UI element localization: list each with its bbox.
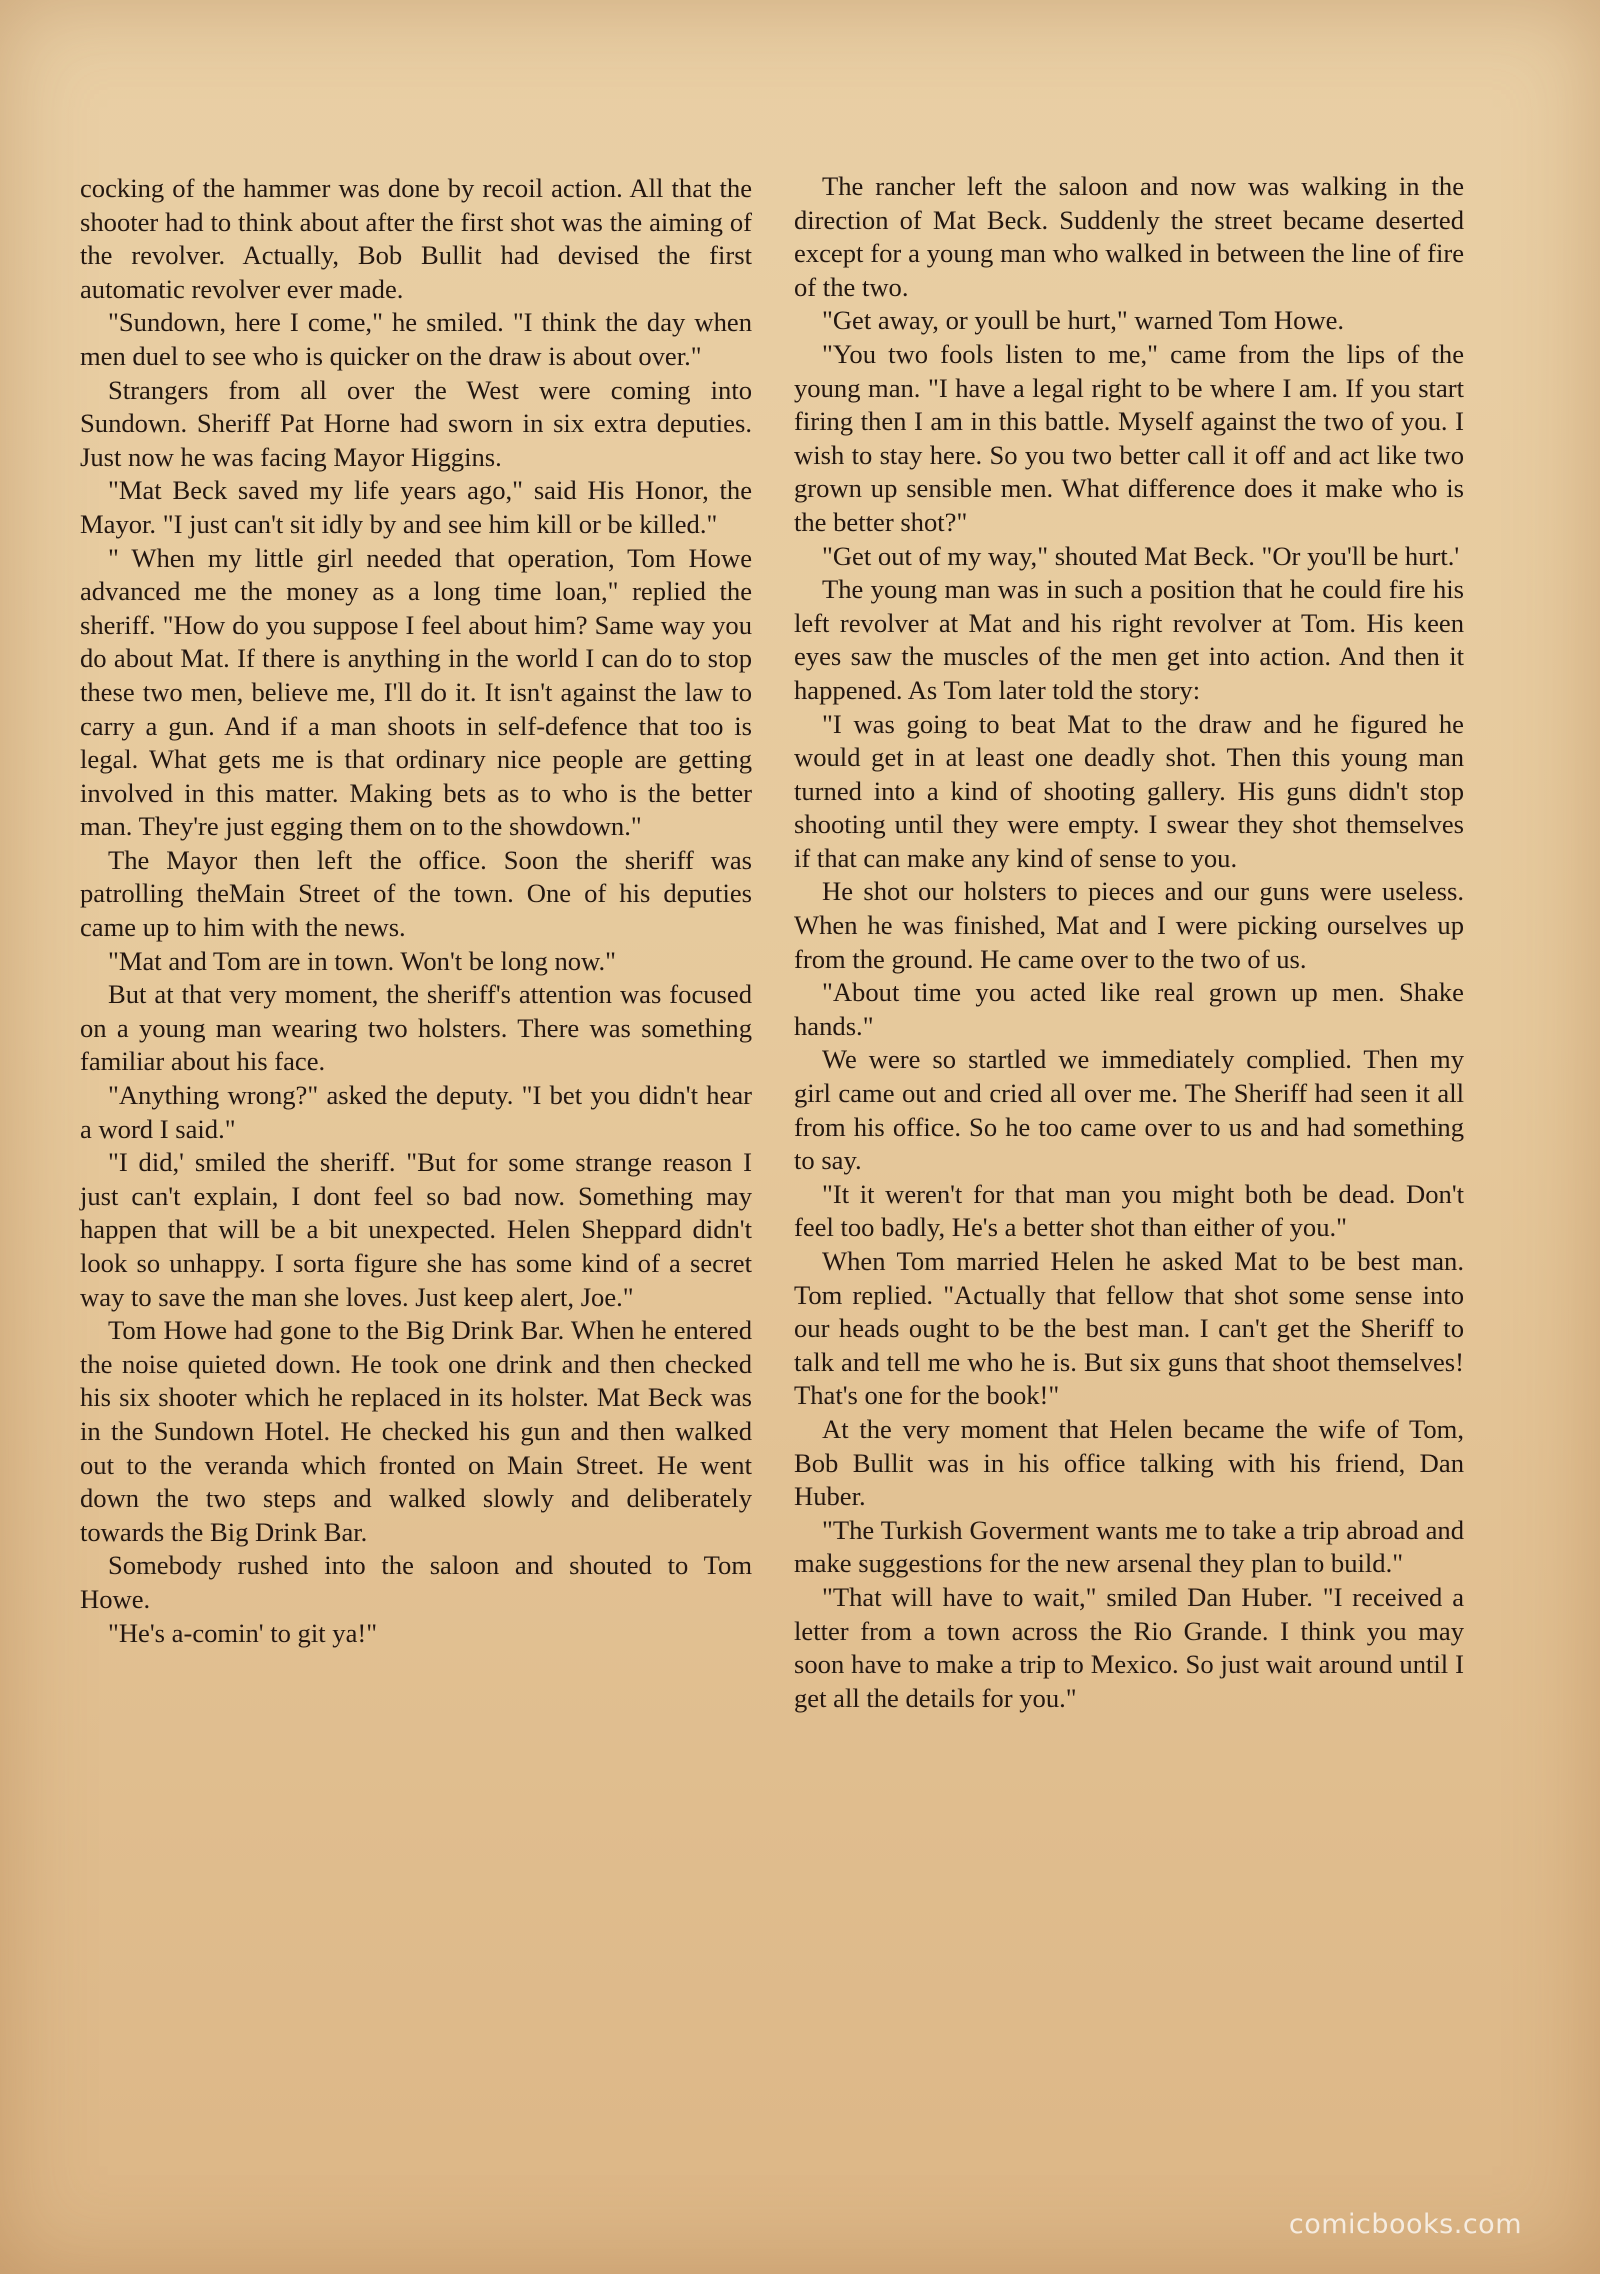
paragraph: When Tom married Helen he asked Mat to be best man. Tom replied. "Actually that fellow that shot some sense into our heads ought to be the best man. I can't get the Sheriff to talk and tell me who he is. But six guns that shoot themselves! That's one for the book!" bbox=[794, 1246, 1464, 1411]
paragraph: Somebody rushed into the saloon and shouted to Tom Howe. bbox=[80, 1550, 752, 1614]
paragraph: "Get out of my way," shouted Mat Beck. "Or you'll be hurt.' bbox=[822, 540, 1460, 571]
paragraph: "About time you acted like real grown up men. Shake hands." bbox=[794, 977, 1464, 1041]
paragraph: We were so startled we immediately complied. Then my girl came out and cried all over me. The Sheriff had seen it all from his office. So he too came over to us and had something to say. bbox=[794, 1044, 1464, 1176]
paragraph: "Anything wrong?" asked the deputy. "I bet you didn't hear a word I said." bbox=[80, 1080, 752, 1144]
paragraph: " When my little girl needed that operation, Tom Howe advanced me the money as a long time loan," replied the sheriff. "How do you suppose I feel about him? Same way you do about Mat. If there is anything in the world I can do to stop these two men, believe me, I'll do it. It isn't against the law to carry a gun. And if a man shoots in self-defence that too is legal. What gets me is that ordinary nice people are getting involved in this matter. Making bets as to who is the better man. They're just egging them on to the showdown." bbox=[80, 542, 752, 842]
paragraph: "The Turkish Goverment wants me to take a trip abroad and make suggestions for the new arsenal they plan to build." bbox=[794, 1514, 1464, 1579]
paragraph: The young man was in such a position that he could fire his left revolver at Mat and his right revolver at Tom. His keen eyes saw the muscles of the men get into action. And then it happened. As Tom later told the story: bbox=[794, 574, 1464, 705]
paragraph: "Mat and Tom are in town. Won't be long now." bbox=[108, 945, 617, 976]
paragraph: cocking of the hammer was done by recoil action. All that the shooter had to think about after the first shot was the aiming of the revolver. Actually, Bob Bullit had devised the first automatic revolver ever made. bbox=[80, 173, 752, 304]
paragraph: "Mat Beck saved my life years ago," said His Honor, the Mayor. "I just can't sit idly by and see him kill or be killed." bbox=[80, 475, 752, 539]
paragraph: "Get away, or youll be hurt," warned Tom Howe. bbox=[822, 305, 1345, 336]
paragraph: At the very moment that Helen became the wife of Tom, Bob Bullit was in his office talking with his friend, Dan Huber. bbox=[794, 1413, 1464, 1512]
paragraph: Tom Howe had gone to the Big Drink Bar. When he entered the noise quieted down. He took one drink and then checked his six shooter which he replaced in its holster. Mat Beck was in the Sundown Hotel. He checked his gun and then walked out to the veranda which fronted on Main Street. He went down the two steps and walked slowly and deliberately towards the Big Drink Bar. bbox=[80, 1315, 752, 1547]
paragraph: "Sundown, here I come," he smiled. "I think the day when men duel to see who is quicker on the draw is about over." bbox=[80, 307, 752, 371]
paragraph: "I was going to beat Mat to the draw and he figured he would get in at least one deadly shot. Then this young man turned into a kind of shooting gallery. His guns didn't stop shooting until they were empty. I swear they shot themselves if that can make any kind of sense to you. bbox=[794, 708, 1464, 873]
left-text-column bbox=[80, 172, 752, 1650]
paragraph: "You two fools listen to me," came from the lips of the young man. "I have a legal right to be where I am. If you start firing then I am in this battle. Myself against the two of you. I wish to stay here. So you two better call it off and act like two grown up sensible men. What difference does it make who is the better shot?" bbox=[794, 338, 1464, 537]
paragraph: He shot our holsters to pieces and our guns were useless. When he was finished, Mat and I were picking ourselves up from the ground. He came over to the two of us. bbox=[794, 876, 1464, 974]
paragraph: "He's a-comin' to git ya!" bbox=[108, 1617, 378, 1648]
site-watermark: comicbooks.com bbox=[1288, 2209, 1522, 2240]
paragraph: The rancher left the saloon and now was walking in the direction of Mat Beck. Suddenly the street became deserted except for a young man who walked in between the line of fire of the two. bbox=[794, 171, 1464, 302]
paragraph: Strangers from all over the West were coming into Sundown. Sheriff Pat Horne had sworn in six extra deputies. Just now he was facing Mayor Higgins. bbox=[80, 374, 752, 472]
paragraph: The Mayor then left the office. Soon the sheriff was patrolling theMain Street of the town. One of his deputies came up to him with the news. bbox=[80, 844, 752, 943]
paragraph: "That will have to wait," smiled Dan Huber. "I received a letter from a town across the Rio Grande. I think you may soon have to make a trip to Mexico. So just wait around until I get all the details for you." bbox=[794, 1581, 1464, 1713]
paragraph: "I did,' smiled the sheriff. "But for some strange reason I just can't explain, I dont feel so bad now. Something may happen that will be a bit unexpected. Helen Sheppard didn't look so unhappy. I sorta figure she has some kind of a secret way to save the man she loves. Just keep alert, Joe." bbox=[80, 1147, 752, 1312]
right-text-column bbox=[794, 170, 1464, 1715]
paragraph: But at that very moment, the sheriff's attention was focused on a young man wearing two holsters. There was something familiar about his face. bbox=[80, 979, 752, 1077]
paragraph: "It it weren't for that man you might both be dead. Don't feel too badly, He's a better shot than either of you." bbox=[794, 1178, 1464, 1243]
